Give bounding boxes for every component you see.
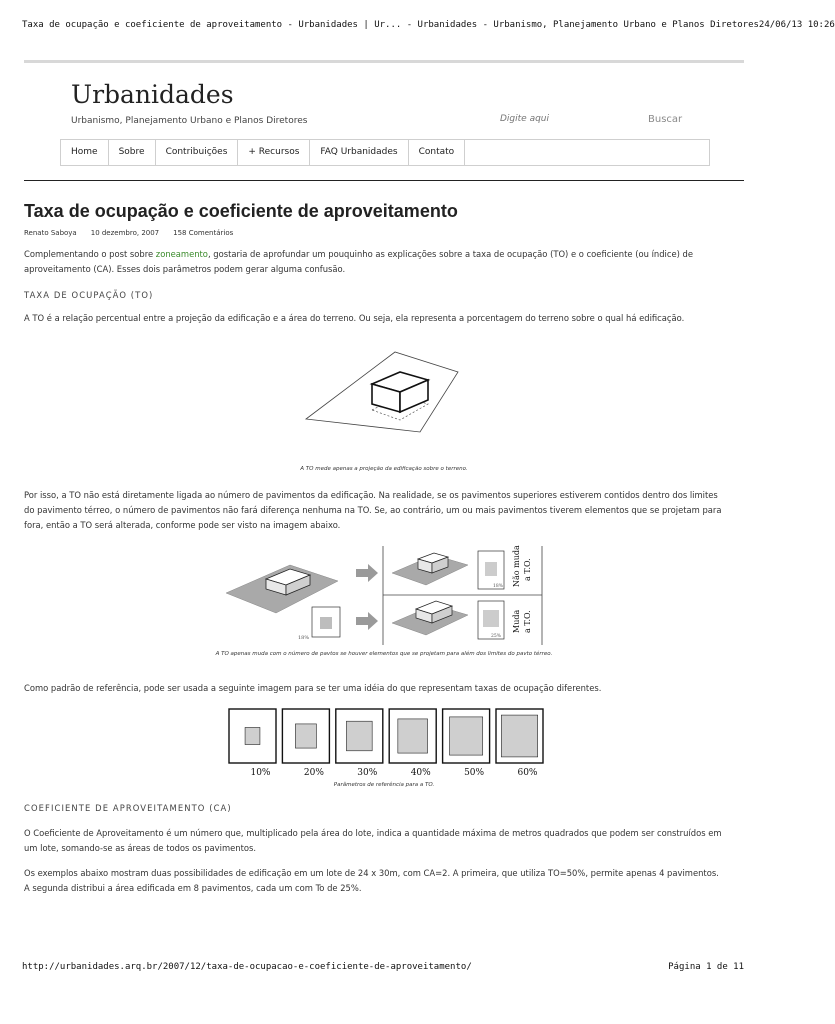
base-percentage: 18% <box>298 635 310 641</box>
reference-footprint-0 <box>245 727 260 744</box>
base-plan-footprint <box>320 617 332 629</box>
figure2-caption: A TO apenas muda com o número de pavtos se houver elementos que se projetam para além dos limites do pavto térreo. <box>215 651 553 657</box>
intro-paragraph <box>24 247 724 277</box>
search-input[interactable] <box>497 111 643 127</box>
print-header-title: Taxa de ocupação e coeficiente de aproveitamento - Urbanidades | Ur... - Urbanidades - Urbanismo, Planejamento Urbano e Planos Diretores <box>22 20 759 30</box>
reference-footprint-5 <box>501 715 537 757</box>
reference-footprint-4 <box>449 717 482 755</box>
reference-percentage-4: 50% <box>464 768 485 778</box>
nav-item-home[interactable]: Home <box>61 140 109 165</box>
top-percentage: 18% <box>493 584 504 589</box>
to-pavimentos-paragraph: Por isso, a TO não está diretamente ligada ao número de pavimentos da edificação. Na realidade, se os pavimentos superiores estiverem contidos dentro dos limites do pavimento térreo, o número de pavimentos não fará diferença nenhuma na TO. Se, ao contrário, um ou mais pavimentos tiverem elementos que se projetam para fora, então a TO será alterada, conforme pode ser visto na imagem abaixo. <box>24 490 722 530</box>
bottom-label-line2: a T.O. <box>523 610 532 633</box>
reference-footprint-2 <box>346 721 372 751</box>
reference-footprint-1 <box>295 724 316 748</box>
zoneamento-link[interactable]: zoneamento <box>155 249 208 259</box>
bottom-plan-footprint <box>483 610 499 627</box>
reference-percentage-5: 60% <box>517 768 538 778</box>
reference-paragraph: Como padrão de referência, pode ser usada a seguinte imagem para se ter uma idéia do que representam taxas de ocupação diferentes. <box>24 683 602 693</box>
top-label-line1: Não muda <box>512 545 521 587</box>
nav-item-sobre[interactable]: Sobre <box>109 140 156 165</box>
nav-item-recursos[interactable]: + Recursos <box>238 140 310 165</box>
print-footer-url: http://urbanidades.arq.br/2007/12/taxa-de-ocupacao-e-coeficiente-de-aproveitamento/ <box>22 962 472 972</box>
print-footer <box>22 962 744 972</box>
arrow-top <box>356 564 378 582</box>
post-title[interactable]: Taxa de ocupação e coeficiente de aproveitamento <box>24 201 458 221</box>
heading-coeficiente: COEFICIENTE DE APROVEITAMENTO (CA) <box>24 803 232 813</box>
top-plan-footprint <box>485 562 497 576</box>
intro-text-after: , gostaria de aprofundar um pouquinho as explicações sobre a taxa de ocupação (TO) e o coeficiente (ou índice) de aproveitamento (CA). Esses dois parâmetros podem gerar alguma confusão. <box>24 249 694 274</box>
arrow-bottom <box>356 612 378 630</box>
site-title[interactable]: Urbanidades <box>71 80 234 109</box>
print-header-datetime: 24/06/13 10:26 <box>758 20 835 30</box>
intro-text-before: Complementando o post sobre <box>24 249 156 259</box>
search-button[interactable]: Buscar <box>648 111 682 127</box>
post-date: 10 dezembro, 2007 <box>90 229 160 237</box>
nav-item-contribuicoes[interactable]: Contribuições <box>156 140 239 165</box>
print-footer-page: Página 1 de 11 <box>668 962 744 972</box>
site-tagline: Urbanismo, Planejamento Urbano e Planos Diretores <box>71 116 308 126</box>
reference-percentage-2: 30% <box>357 768 378 778</box>
post-meta <box>24 229 233 237</box>
to-definition-paragraph: A TO é a relação percentual entre a projeção da edificação e a área do terreno. Ou seja, ela representa a porcentagem do terreno sobre o qual há edificação. <box>24 313 685 323</box>
figure-building-projection <box>300 340 470 460</box>
top-label-line2: a T.O. <box>523 558 532 581</box>
figure1-caption: A TO mede apenas a projeção da edificação sobre o terreno. <box>300 466 468 472</box>
figure-to-reference <box>226 706 544 778</box>
nav-item-contato[interactable]: Contato <box>409 140 466 165</box>
reference-footprint-3 <box>398 719 428 753</box>
nav-item-faq[interactable]: FAQ Urbanidades <box>310 140 408 165</box>
reference-percentage-1: 20% <box>303 768 324 778</box>
heading-taxa-ocupacao: TAXA DE OCUPAÇÃO (TO) <box>24 290 154 300</box>
figure-floors-comparison <box>220 543 560 647</box>
bottom-percentage: 25% <box>491 634 502 639</box>
post-author[interactable]: Renato Saboya <box>24 229 77 237</box>
reference-percentage-0: 10% <box>250 768 271 778</box>
ca-examples-paragraph: Os exemplos abaixo mostram duas possibilidades de edificação em um lote de 24 x 30m, com CA=2. A primeira, que utiliza TO=50%, permite apenas 4 pavimentos. A segunda distribui a área edificada em 8 pavimentos, cada um com To de 25%. <box>24 868 719 893</box>
bottom-label-line1: Muda <box>512 609 521 633</box>
print-header <box>22 20 835 30</box>
figure3-caption: Parâmetros de referência para a TO. <box>333 782 435 788</box>
reference-percentage-3: 40% <box>410 768 431 778</box>
main-nav <box>60 139 710 166</box>
header-rule <box>24 180 744 181</box>
top-rule <box>24 60 744 63</box>
ca-definition-paragraph: O Coeficiente de Aproveitamento é um número que, multiplicado pela área do lote, indica a quantidade máxima de metros quadrados que podem ser construídos em um lote, somando-se as áreas de todos os pavimentos. <box>24 828 722 853</box>
post-comments-link[interactable]: 158 Comentários <box>173 229 234 237</box>
